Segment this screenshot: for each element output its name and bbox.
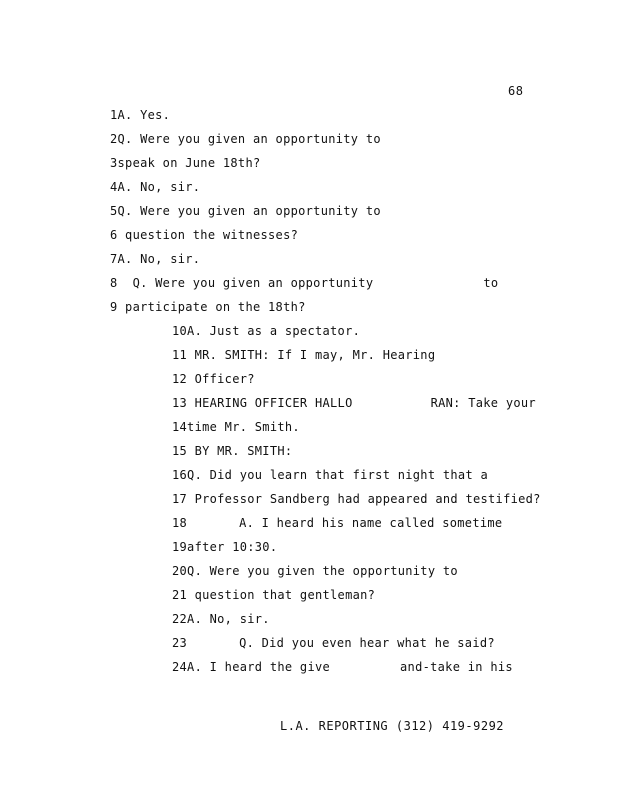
line-text: 16Q. Did you learn that first night that a [172,468,489,482]
line-text: 13 HEARING OFFICER HALLO [172,396,353,410]
line-text: 18 [172,516,188,530]
transcript-line-8 [110,276,498,290]
line-text: 9 participate on the 18th? [110,300,306,314]
transcript-line-17 [172,492,541,506]
line-text: 4A. No, sir. [110,180,201,194]
line-text: 24A. I heard the give [172,660,331,674]
transcript-line-23 [172,636,495,650]
transcript-line-3 [110,156,261,170]
line-text: 14time Mr. Smith. [172,420,300,434]
line-text: 2Q. Were you given an opportunity to [110,132,381,146]
line-tail: A. I heard his name called sometime [239,516,503,530]
transcript-line-2 [110,132,381,146]
transcript-line-14 [172,420,300,434]
transcript-line-20 [172,564,458,578]
transcript-line-13 [172,396,536,410]
line-tail: RAN: Take your [430,396,536,410]
transcript-line-9 [110,300,306,314]
line-text: 11 MR. SMITH: If I may, Mr. Hearing [172,348,436,362]
transcript-line-10 [172,324,360,338]
transcript-line-22 [172,612,270,626]
line-tail: to [483,276,499,290]
line-text: 12 Officer? [172,372,255,386]
transcript-line-4 [110,180,200,194]
transcript-line-15 [172,444,292,458]
transcript-line-5 [110,204,381,218]
line-text: 7A. No, sir. [110,252,201,266]
line-text: 21 question that gentleman? [172,588,376,602]
line-text: 6 question the witnesses? [110,228,299,242]
line-text: 3speak on June 18th? [110,156,261,170]
transcript-line-24 [172,660,513,674]
line-text: 10A. Just as a spectator. [172,324,361,338]
page-number: 68 [508,84,524,98]
transcript-line-19 [172,540,277,554]
line-text: 22A. No, sir. [172,612,270,626]
transcript-line-11 [172,348,435,362]
transcript-line-6 [110,228,298,242]
line-text: 5Q. Were you given an opportunity to [110,204,381,218]
line-text: 17 Professor Sandberg had appeared and testified? [172,492,541,506]
transcript-line-12 [172,372,255,386]
line-text: 20Q. Were you given the opportunity to [172,564,458,578]
transcript-line-7 [110,252,200,266]
transcript-line-16 [172,468,488,482]
transcript-line-1 [110,108,170,122]
line-text: 19after 10:30. [172,540,278,554]
line-text: 1A. Yes. [110,108,171,122]
line-tail: Q. Did you even hear what he said? [239,636,495,650]
line-text: 23 [172,636,188,650]
line-text: 15 BY MR. SMITH: [172,444,293,458]
footer-reporting: L.A. REPORTING (312) 419-9292 [280,719,505,733]
transcript-line-18 [172,516,502,530]
line-tail: and-take in his [400,660,513,674]
transcript-line-21 [172,588,375,602]
line-text: 8 Q. Were you given an opportunity [110,276,374,290]
